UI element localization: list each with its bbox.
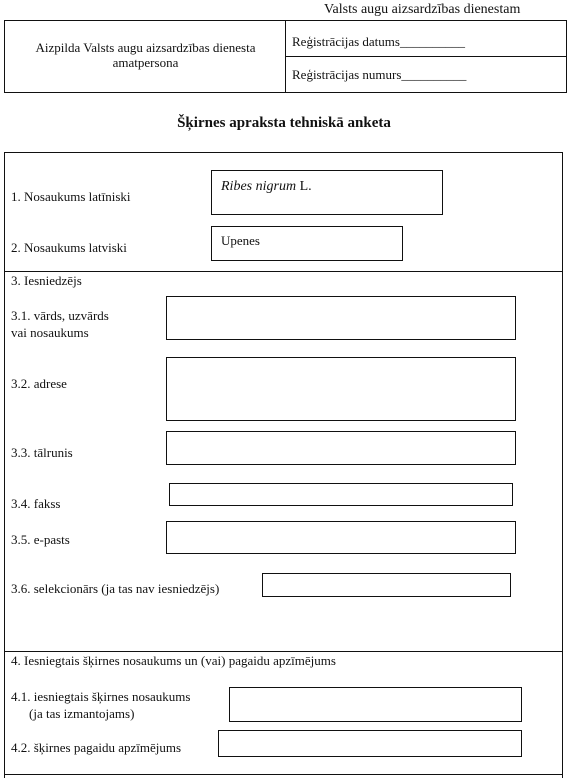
applicant-address-label: 3.2. adrese xyxy=(11,376,67,391)
temporary-designation-field[interactable] xyxy=(218,730,522,757)
applicant-phone-label: 3.3. tālrunis xyxy=(11,445,73,460)
breeder-input[interactable] xyxy=(263,574,510,596)
latvian-name-field[interactable] xyxy=(211,226,403,261)
applicant-address-field[interactable] xyxy=(166,357,516,421)
applicant-fax-field[interactable] xyxy=(169,483,513,506)
variety-name-label: 4.1. iesniegtais šķirnes nosaukums (ja tas izmantojams) xyxy=(11,689,191,721)
registration-number-field: Reģistrācijas numurs__________ xyxy=(292,67,467,82)
latin-name-field[interactable] xyxy=(211,170,443,215)
official-use-row-divider xyxy=(285,56,567,57)
applicant-address-input[interactable] xyxy=(167,358,515,420)
page-title: Šķirnes apraksta tehniskā anketa xyxy=(177,115,391,131)
section4-divider xyxy=(4,651,563,652)
applicant-phone-input[interactable] xyxy=(167,432,515,464)
section3-divider xyxy=(4,271,563,272)
applicant-name-input[interactable] xyxy=(167,297,515,339)
latvian-name-label: 2. Nosaukums latviski xyxy=(11,240,127,255)
applicant-phone-field[interactable] xyxy=(166,431,516,465)
applicant-name-field[interactable] xyxy=(166,296,516,340)
breeder-label: 3.6. selekcionārs (ja tas nav iesniedzējs) xyxy=(11,581,220,596)
registration-date-field: Reģistrācijas datums__________ xyxy=(292,34,465,49)
variety-name-field[interactable] xyxy=(229,687,522,722)
applicant-heading: 3. Iesniedzējs xyxy=(11,273,82,288)
latvian-name-value: Upenes xyxy=(221,233,260,248)
applicant-email-field[interactable] xyxy=(166,521,516,554)
applicant-name-label: 3.1. vārds, uzvārds vai nosaukums xyxy=(11,308,109,340)
applicant-fax-input[interactable] xyxy=(170,484,512,505)
breeder-field[interactable] xyxy=(262,573,511,597)
form-bottom-line xyxy=(4,774,563,775)
temporary-designation-label: 4.2. šķirnes pagaidu apzīmējums xyxy=(11,740,182,755)
official-use-note: Aizpilda Valsts augu aizsardzības dienesta amatpersona xyxy=(35,40,256,70)
latin-name-label: 1. Nosaukums latīniski xyxy=(11,189,131,204)
temporary-designation-input[interactable] xyxy=(219,731,521,756)
variety-name-input[interactable] xyxy=(230,688,521,721)
addressee-text: Valsts augu aizsardzības dienestam xyxy=(324,2,521,17)
variety-name-heading: 4. Iesniegtais šķirnes nosaukums un (vai) pagaidu apzīmējums xyxy=(11,653,336,668)
applicant-email-label: 3.5. e-pasts xyxy=(11,532,70,547)
applicant-email-input[interactable] xyxy=(167,522,515,553)
latin-name-value: Ribes nigrum L. xyxy=(221,179,312,194)
applicant-fax-label: 3.4. fakss xyxy=(11,496,61,511)
